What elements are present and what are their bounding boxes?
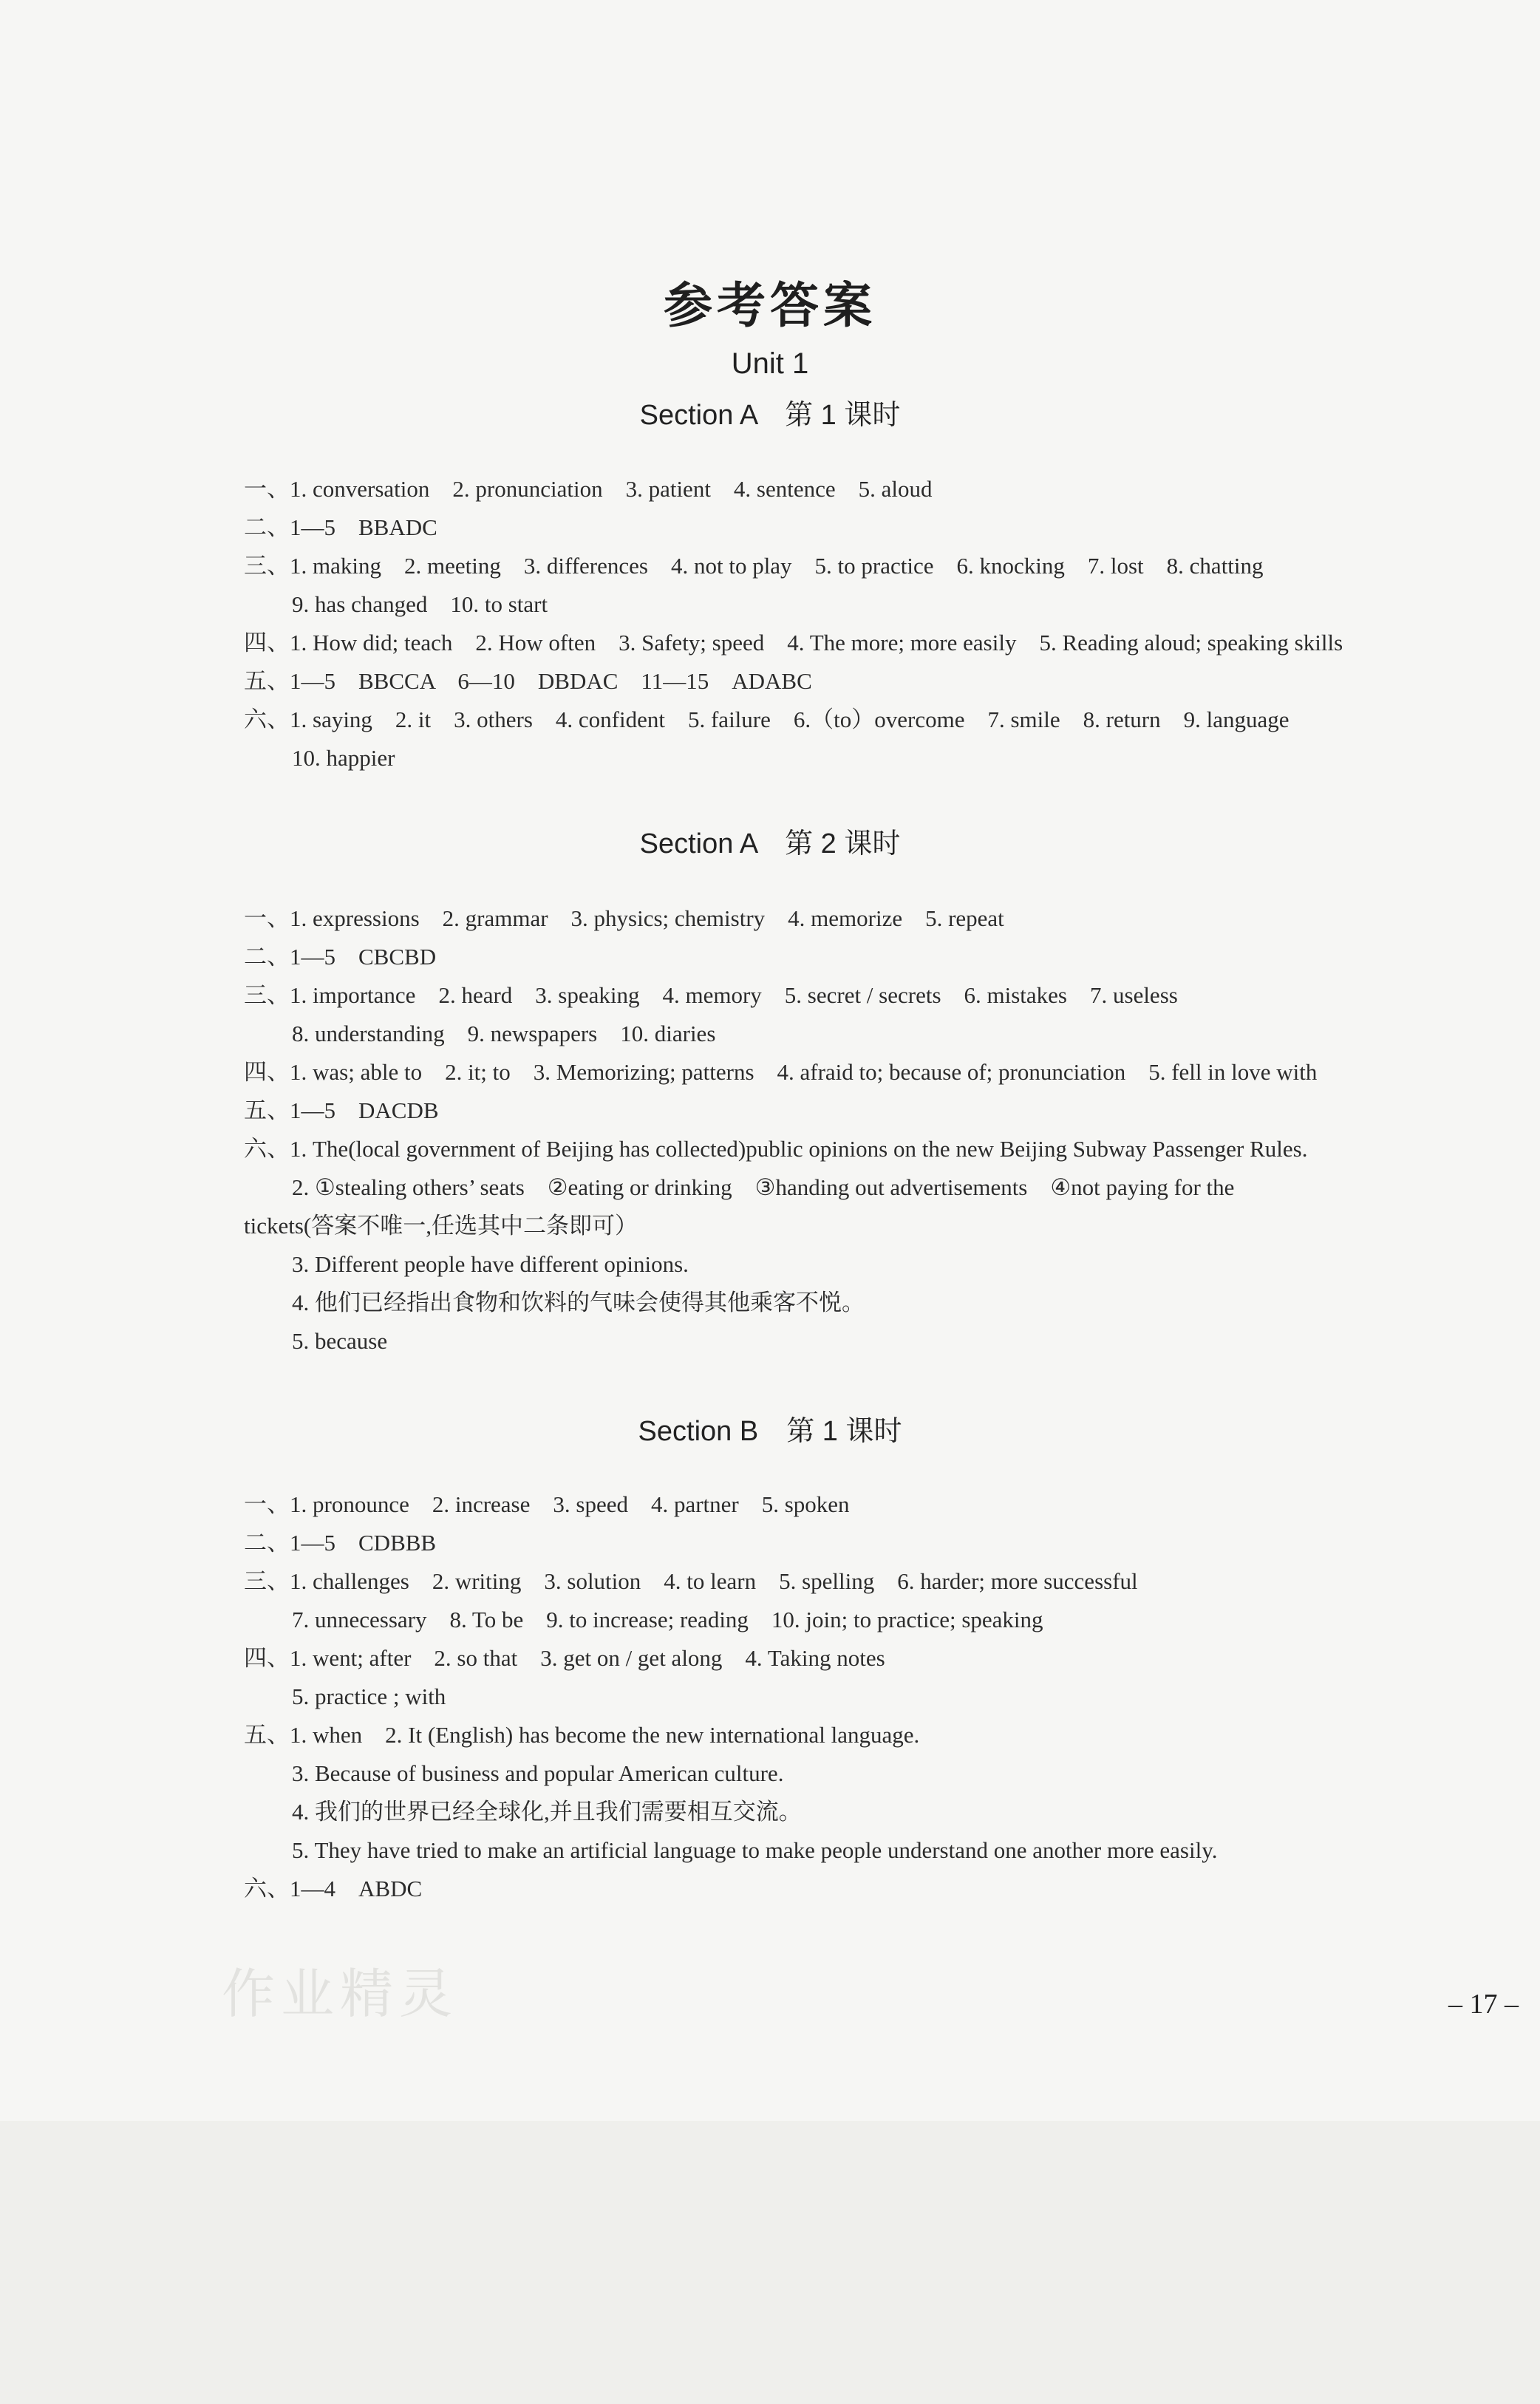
answer-line: 5. because <box>292 1328 388 1354</box>
answer-line: 9. has changed 10. to start <box>292 591 548 617</box>
answer-line: 7. unnecessary 8. To be 9. to increase; reading 10. join; to practice; speaking <box>292 1607 1043 1632</box>
answer-line: 三、1. making 2. meeting 3. differences 4. not to play 5. to practice 6. knocking 7. lost 8. chatting <box>244 553 1264 579</box>
section-heading: Section B 第 1 课时 <box>638 1416 902 1447</box>
answer-line: 五、1—5 DACDB <box>244 1097 439 1123</box>
answer-line: 2. ①stealing others’ seats ②eating or drinking ③handing out advertisements ④not paying for the <box>292 1174 1235 1200</box>
answer-line: tickets(答案不唯一,任选其中二条即可） <box>244 1213 638 1239</box>
answer-line: 10. happier <box>292 745 395 771</box>
section-heading: Section A 第 2 课时 <box>639 828 901 859</box>
answer-line: 二、1—5 CDBBB <box>244 1530 437 1556</box>
answer-line: 二、1—5 CBCBD <box>244 944 437 970</box>
page-margin-area <box>0 2121 1540 2404</box>
answer-line: 一、1. conversation 2. pronunciation 3. patient 4. sentence 5. aloud <box>244 476 933 502</box>
section-answers <box>244 899 1426 1361</box>
answer-line: 3. Because of business and popular American culture. <box>292 1760 784 1786</box>
answer-line: 三、1. challenges 2. writing 3. solution 4. to learn 5. spelling 6. harder; more successful <box>244 1568 1138 1594</box>
answer-line: 四、1. was; able to 2. it; to 3. Memorizing; patterns 4. afraid to; because of; pronunciation 5. fell in love with <box>244 1059 1318 1085</box>
page-title: 参考答案 <box>664 276 876 334</box>
answer-line: 五、1. when 2. It (English) has become the new international language. <box>244 1722 920 1748</box>
watermark-logo: 作业精灵 <box>222 1963 459 2025</box>
answer-line: 六、1—4 ABDC <box>244 1876 423 1901</box>
answer-line: 六、1. The(local government of Beijing has collected)public opinions on the new Beijing Subway Passenger Rules. <box>244 1136 1308 1162</box>
answer-line: 六、1. saying 2. it 3. others 4. confident 5. failure 6.（to）overcome 7. smile 8. return 9. language <box>244 706 1289 732</box>
page-number: – 17 – <box>1448 1989 1519 2020</box>
answer-line: 五、1—5 BBCCA 6—10 DBDAC 11—15 ADABC <box>244 668 812 694</box>
answer-line: 4. 他们已经指出食物和饮料的气味会使得其他乘客不悦。 <box>292 1290 865 1315</box>
answer-line: 5. They have tried to make an artificial language to make people understand one another more easily. <box>292 1837 1218 1863</box>
unit-heading: Unit 1 <box>731 347 809 380</box>
answer-line: 5. practice ; with <box>292 1683 446 1709</box>
answer-line: 二、1—5 BBADC <box>244 514 437 540</box>
answer-line: 3. Different people have different opinions. <box>292 1251 689 1277</box>
answer-line: 一、1. pronounce 2. increase 3. speed 4. partner 5. spoken <box>244 1491 850 1517</box>
section-heading: Section A 第 1 课时 <box>639 400 901 431</box>
answer-line: 4. 我们的世界已经全球化,并且我们需要相互交流。 <box>292 1799 802 1825</box>
section-answers <box>244 1485 1426 1908</box>
section-answers <box>244 470 1426 777</box>
answer-line: 四、1. went; after 2. so that 3. get on / get along 4. Taking notes <box>244 1645 885 1671</box>
answer-line: 一、1. expressions 2. grammar 3. physics; chemistry 4. memorize 5. repeat <box>244 905 1004 931</box>
answer-line: 8. understanding 9. newspapers 10. diaries <box>292 1021 716 1046</box>
answer-line: 四、1. How did; teach 2. How often 3. Safety; speed 4. The more; more easily 5. Reading aloud; speaking skills <box>244 630 1343 656</box>
answer-line: 三、1. importance 2. heard 3. speaking 4. memory 5. secret / secrets 6. mistakes 7. useless <box>244 982 1178 1008</box>
